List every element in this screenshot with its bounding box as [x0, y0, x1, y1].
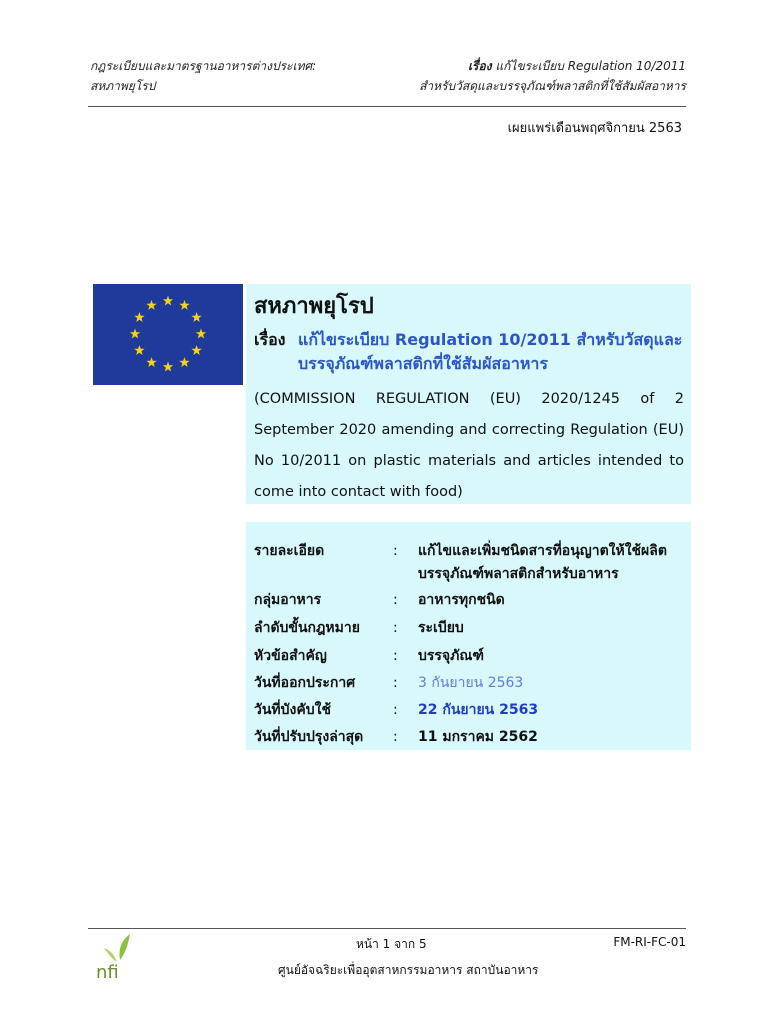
detail-value: อาหารทุกชนิด	[418, 592, 505, 608]
header-right	[419, 56, 686, 96]
header-left-line2: สหภาพยุโรป	[90, 79, 156, 93]
header-divider	[88, 106, 686, 107]
details-panel	[246, 522, 691, 750]
header-subject-text: แก้ไขระเบียบ Regulation 10/2011	[495, 59, 686, 73]
nfi-logo-graphic	[90, 932, 136, 984]
detail-colon: :	[393, 592, 398, 608]
form-code: FM-RI-FC-01	[613, 935, 686, 949]
eu-flag-image	[93, 284, 243, 385]
detail-colon: :	[393, 702, 398, 718]
header-left-line1: กฎระเบียบและมาตรฐานอาหารต่างประเทศ:	[90, 59, 317, 73]
detail-value: ระเบียบ	[418, 620, 464, 636]
detail-label: วันที่ออกประกาศ	[254, 675, 356, 691]
detail-colon: :	[393, 675, 398, 691]
regulation-text: (COMMISSION REGULATION (EU) 2020/1245 of 2 September 2020 amending and correcting Regulation (EU) No 10/2011 on plastic materials and articles intended to come into contact with food)	[254, 391, 684, 500]
detail-colon: :	[393, 620, 398, 636]
header-right-line1	[419, 56, 686, 76]
eu-flag-graphic	[93, 284, 243, 385]
nfi-logo-text: nfi	[96, 962, 119, 983]
footer-divider	[88, 928, 686, 929]
header-left	[90, 56, 316, 96]
detail-value: แก้ไขและเพิ่มชนิดสารที่อนุญาตให้ใช้ผลิตบรรจุภัณฑ์พลาสติกสำหรับอาหาร	[418, 543, 667, 582]
detail-value: 3 กันยายน 2563	[418, 675, 524, 691]
detail-label: ลำดับขั้นกฎหมาย	[254, 620, 360, 636]
detail-label: วันที่ปรับปรุงล่าสุด	[254, 729, 364, 745]
detail-colon: :	[393, 729, 398, 745]
subject-text: แก้ไขระเบียบ Regulation 10/2011 สำหรับวัสดุและบรรจุภัณฑ์พลาสติกที่ใช้สัมผัสอาหาร	[298, 330, 683, 373]
detail-value: บรรจุภัณฑ์	[418, 648, 484, 664]
title-panel	[246, 284, 691, 504]
detail-value: 22 กันยายน 2563	[418, 702, 539, 718]
detail-colon: :	[393, 543, 398, 559]
detail-label: รายละเอียด	[254, 543, 325, 559]
published-date: เผยแพร่เดือนพฤศจิกายน 2563	[507, 121, 682, 136]
header-right-line2: สำหรับวัสดุและบรรจุภัณฑ์พลาสติกที่ใช้สัมผัสอาหาร	[419, 79, 686, 93]
detail-label: วันที่บังคับใช้	[254, 702, 331, 718]
page-number: หน้า 1 จาก 5	[356, 937, 427, 951]
subject-label: เรื่อง	[254, 330, 286, 349]
detail-label: หัวข้อสำคัญ	[254, 648, 327, 664]
nfi-logo	[90, 932, 136, 984]
detail-label: กลุ่มอาหาร	[254, 592, 322, 608]
footer-organization: ศูนย์อัจฉริยะเพื่ออุตสาหกรรมอาหาร สถาบันอาหาร	[278, 963, 539, 977]
page-title: สหภาพยุโรป	[254, 294, 374, 319]
detail-colon: :	[393, 648, 398, 664]
detail-value: 11 มกราคม 2562	[418, 729, 538, 745]
header-subject-label: เรื่อง	[467, 59, 492, 73]
